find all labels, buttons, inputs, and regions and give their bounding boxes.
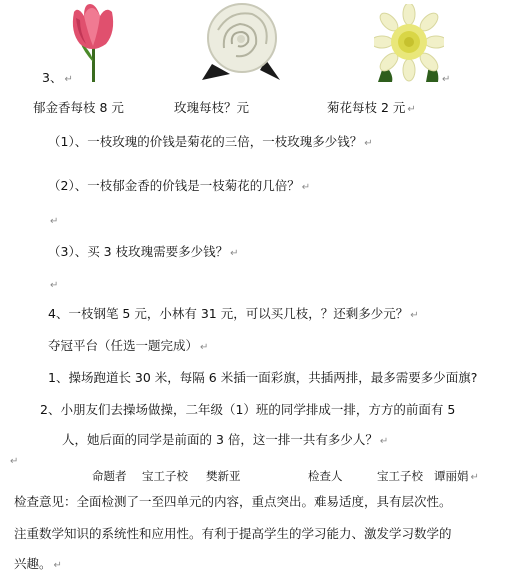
bonus-title: 夺冠平台（任选一题完成） ↵ — [48, 338, 209, 353]
rose-price: 玫瑰每枝？元 — [174, 100, 250, 115]
question-3-1: （1）、一枝玫瑰的价钱是菊花的三倍，一枝玫瑰多少钱？ ↵ — [48, 134, 373, 149]
author-school: 宝工子校 — [142, 469, 188, 483]
question-3-2: （2）、一枝郁金香的价钱是一枝菊花的几倍？ ↵ — [48, 178, 311, 193]
review-line-2: 注重数学知识的系统性和应用性。有利于提高学生的学习能力、激发学习数学的 — [14, 526, 452, 541]
paragraph-mark: ↵ — [301, 182, 311, 193]
chrysanthemum-price: 菊花每枝 2 元 ↵ — [327, 100, 416, 115]
problem-4: 4、一枝钢笔 5 元，小林有 31 元，可以买几枝，？还剩多少元？ ↵ — [48, 306, 419, 321]
rose-image — [200, 0, 282, 80]
paragraph-mark: ↵ — [50, 280, 59, 291]
author-label: 命题者 — [92, 469, 127, 483]
bonus-item-2-line-2: 人，她后面的同学是前面的 3 倍，这一排一共有多少人？ ↵ — [62, 432, 389, 447]
checker-label: 检查人 — [308, 469, 343, 483]
paragraph-mark: ↵ — [64, 74, 73, 85]
review-line-1: 检查意见：全面检测了一至四单元的内容，重点突出。难易适度，具有层次性。 — [14, 494, 452, 509]
paragraph-mark: ↵ — [50, 216, 59, 227]
paragraph-mark: ↵ — [10, 456, 19, 467]
bonus-item-1: 1、操场跑道长 30 米，每隔 6 米插一面彩旗，共插两排，最多需要多少面旗? — [48, 370, 478, 385]
paragraph-mark: ↵ — [53, 560, 62, 571]
paragraph-mark: ↵ — [200, 342, 209, 353]
paragraph-mark: ↵ — [407, 104, 416, 115]
paragraph-mark: ↵ — [470, 472, 479, 483]
checker-school: 宝工子校 — [377, 469, 423, 483]
problem-3-number: 3、 ↵ — [42, 70, 73, 85]
checker-name: 谭丽娟 ↵ — [434, 469, 479, 483]
bonus-item-2-line-1: 2、小朋友们去操场做操，二年级（1）班的同学排成一排，方方的前面有 5 — [40, 402, 456, 417]
paragraph-mark: ↵ — [410, 310, 419, 321]
paragraph-mark: ↵ — [364, 138, 373, 149]
author-name: 樊新亚 — [206, 469, 241, 483]
review-line-3: 兴趣。 ↵ — [14, 556, 62, 571]
paragraph-mark: ↵ — [379, 436, 389, 447]
question-3-3: （3）、买 3 枝玫瑰需要多少钱？ ↵ — [48, 244, 239, 259]
paragraph-mark: ↵ — [230, 248, 239, 259]
chrysanthemum-image — [374, 4, 444, 82]
tulip-price: 郁金香每枝 8 元 — [33, 100, 124, 115]
paragraph-mark: ↵ — [442, 74, 451, 85]
